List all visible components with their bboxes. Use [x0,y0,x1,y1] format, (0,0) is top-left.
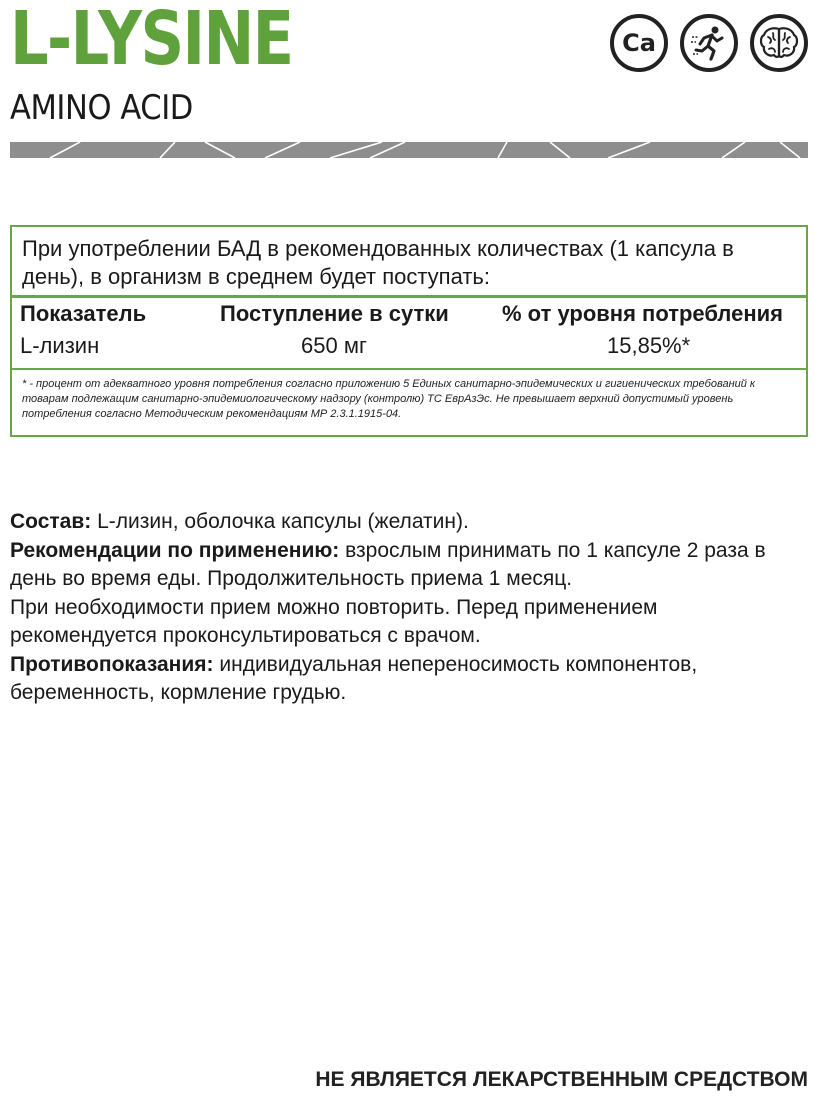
header-divider [12,295,806,298]
recommendations-label: Рекомендации по применению: [10,538,340,562]
contraindications-label: Противопоказания: [10,652,214,676]
recommendations-note: При необходимости прием можно повторить. Перед применением рекомендуется проконсультироваться с врачом. [10,595,658,647]
product-description [10,508,810,708]
not-a-medicine-disclaimer: НЕ ЯВЛЯЕТСЯ ЛЕКАРСТВЕННЫМ СРЕДСТВОМ [315,1068,808,1091]
contraindications-line [10,651,810,708]
row-percent-value: 15,85%* [607,333,691,358]
column-header-daily-intake: Поступление в сутки [220,301,449,326]
brain-icon [750,14,808,72]
decorative-stripe [10,142,808,158]
nutrition-info-box [10,225,808,437]
row-daily-amount: 650 мг [301,333,367,358]
footer-divider [12,368,806,370]
composition-line [10,508,810,537]
calcium-icon-label: Ca [622,29,656,57]
intake-intro: При употреблении БАД в рекомендованных количествах (1 капсула в день), в организм в среднем будет поступать: [22,236,734,289]
product-subtitle: AMINO ACID [10,88,193,128]
calcium-icon [610,14,668,72]
contraindications-text: индивидуальная непереносимость компонентов, беременность, кормление грудью. [10,652,698,704]
composition-label: Состав: [10,510,92,533]
running-man-icon [680,14,738,72]
recommendations-line [10,537,810,594]
composition-text: L-лизин, оболочка капсулы (желатин). [91,510,469,533]
footnote: * - процент от адекватного уровня потребления согласно приложению 5 Единых санитарно-эпидемических и гигиенических требований к товарам подлежащим санитарно-эпидемиологическому надзору (контролю) ТС ЕврАзЭс. Не превышает верхний допустимый уровень потребления согласно Методическим рекомендациям МР 2.3.1.1915-04. [22,378,756,420]
product-title: L-LYSINE [10,0,293,82]
benefit-icons [610,14,808,72]
row-indicator-name: L-лизин [20,333,100,358]
column-header-percent: % от уровня потребления [502,301,783,326]
column-header-indicator: Показатель [20,301,147,326]
recommendations-text: взрослым принимать по 1 капсуле 2 раза в день во время еды. Продолжительность приема 1 месяц. [10,538,766,590]
